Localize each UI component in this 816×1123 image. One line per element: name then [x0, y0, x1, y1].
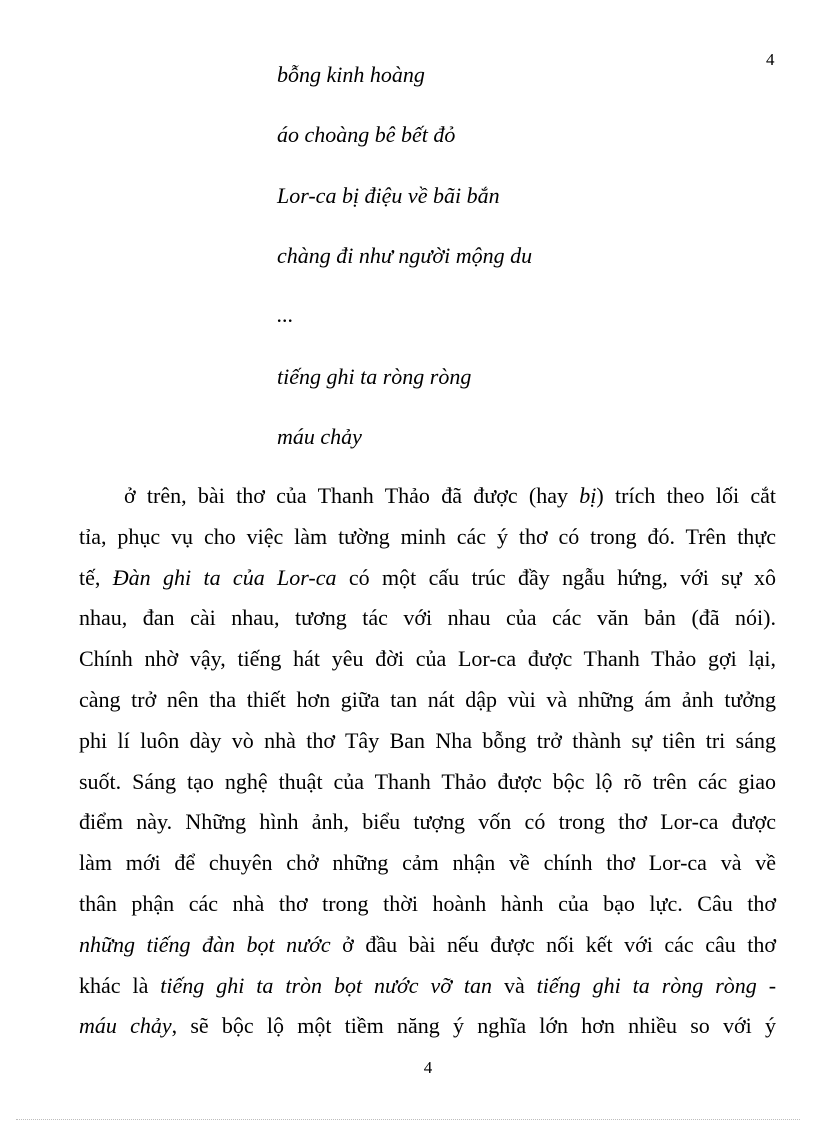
text-run: và [492, 972, 537, 998]
page-divider [16, 1119, 800, 1120]
text-run: càng trở nên tha thiết hơn giữa tan nát dập vùi và những ám ảnh tưởng [79, 686, 776, 712]
paragraph-line [79, 598, 776, 639]
poem-line: áo choàng bê bết đỏ [277, 122, 456, 147]
text-run: thân phận các nhà thơ trong thời hoành hành của bạo lực. Câu thơ [79, 890, 776, 916]
paragraph-line [79, 558, 776, 599]
italic-text: những tiếng đàn bọt nước [79, 931, 331, 957]
italic-text: máu chảy [79, 1013, 172, 1039]
italic-text: tiếng ghi ta ròng ròng - [536, 972, 777, 998]
text-run: ) trích theo lối cắt [596, 483, 776, 508]
text-run: suốt. Sáng tạo nghệ thuật của Thanh Thảo được bộc lộ rõ trên các giao [79, 768, 776, 794]
paragraph-line [79, 884, 776, 925]
body-paragraph [79, 476, 776, 1047]
text-run: Chính nhờ vậy, tiếng hát yêu đời của Lor-ca được Thanh Thảo gợi lại, [79, 646, 776, 672]
paragraph-line [79, 762, 776, 803]
text-run: làm mới để chuyên chở những cảm nhận về chính thơ Lor-ca và về [79, 850, 776, 876]
text-run: ở trên, bài thơ của Thanh Thảo đã được (hay [124, 483, 580, 508]
text-run: , sẽ bộc lộ một tiềm năng ý nghĩa lớn hơn nhiều so với ý [171, 1013, 776, 1039]
paragraph-line [79, 843, 776, 884]
text-run: nhau, đan cài nhau, tương tác với nhau của các văn bản (đã nói). [79, 605, 776, 631]
text-run: có một cấu trúc đầy ngẫu hứng, với sự xô [336, 564, 777, 590]
poem-line: Lor-ca bị điệu về bãi bắn [277, 183, 500, 208]
text-run: tỉa, phục vụ cho việc làm tường minh các ý thơ có trong đó. Trên thực [79, 523, 776, 549]
poem-line: ... [277, 302, 294, 327]
paragraph-line [79, 925, 776, 966]
page-number-top: 4 [766, 50, 775, 69]
text-run: tế, [79, 564, 113, 590]
poem-line: tiếng ghi ta ròng ròng [277, 364, 472, 389]
text-run: khác là [79, 972, 161, 998]
italic-text: Đàn ghi ta của Lor-ca [112, 564, 337, 590]
paragraph-line [79, 802, 776, 843]
paragraph-line [79, 966, 776, 1007]
paragraph-line [79, 517, 776, 558]
italic-text: bị [579, 483, 597, 508]
paragraph-line [79, 721, 776, 762]
text-run: điểm này. Những hình ảnh, biểu tượng vốn có trong thơ Lor-ca được [79, 809, 776, 835]
text-run: phi lí luôn dày vò nhà thơ Tây Ban Nha bỗng trở thành sự tiên tri sáng [79, 727, 776, 753]
paragraph-line [79, 680, 776, 721]
poem-line: bỗng kinh hoàng [277, 62, 425, 87]
paragraph-line [79, 1006, 776, 1047]
page-number-bottom: 4 [423, 1058, 433, 1077]
paragraph-line [79, 639, 776, 680]
paragraph-line [79, 476, 776, 517]
text-run: ở đầu bài nếu được nối kết với các câu thơ [330, 931, 776, 957]
poem-line: chàng đi như người mộng du [277, 243, 533, 268]
italic-text: tiếng ghi ta tròn bọt nước vỡ tan [160, 972, 492, 998]
poem-line: máu chảy [277, 424, 362, 449]
